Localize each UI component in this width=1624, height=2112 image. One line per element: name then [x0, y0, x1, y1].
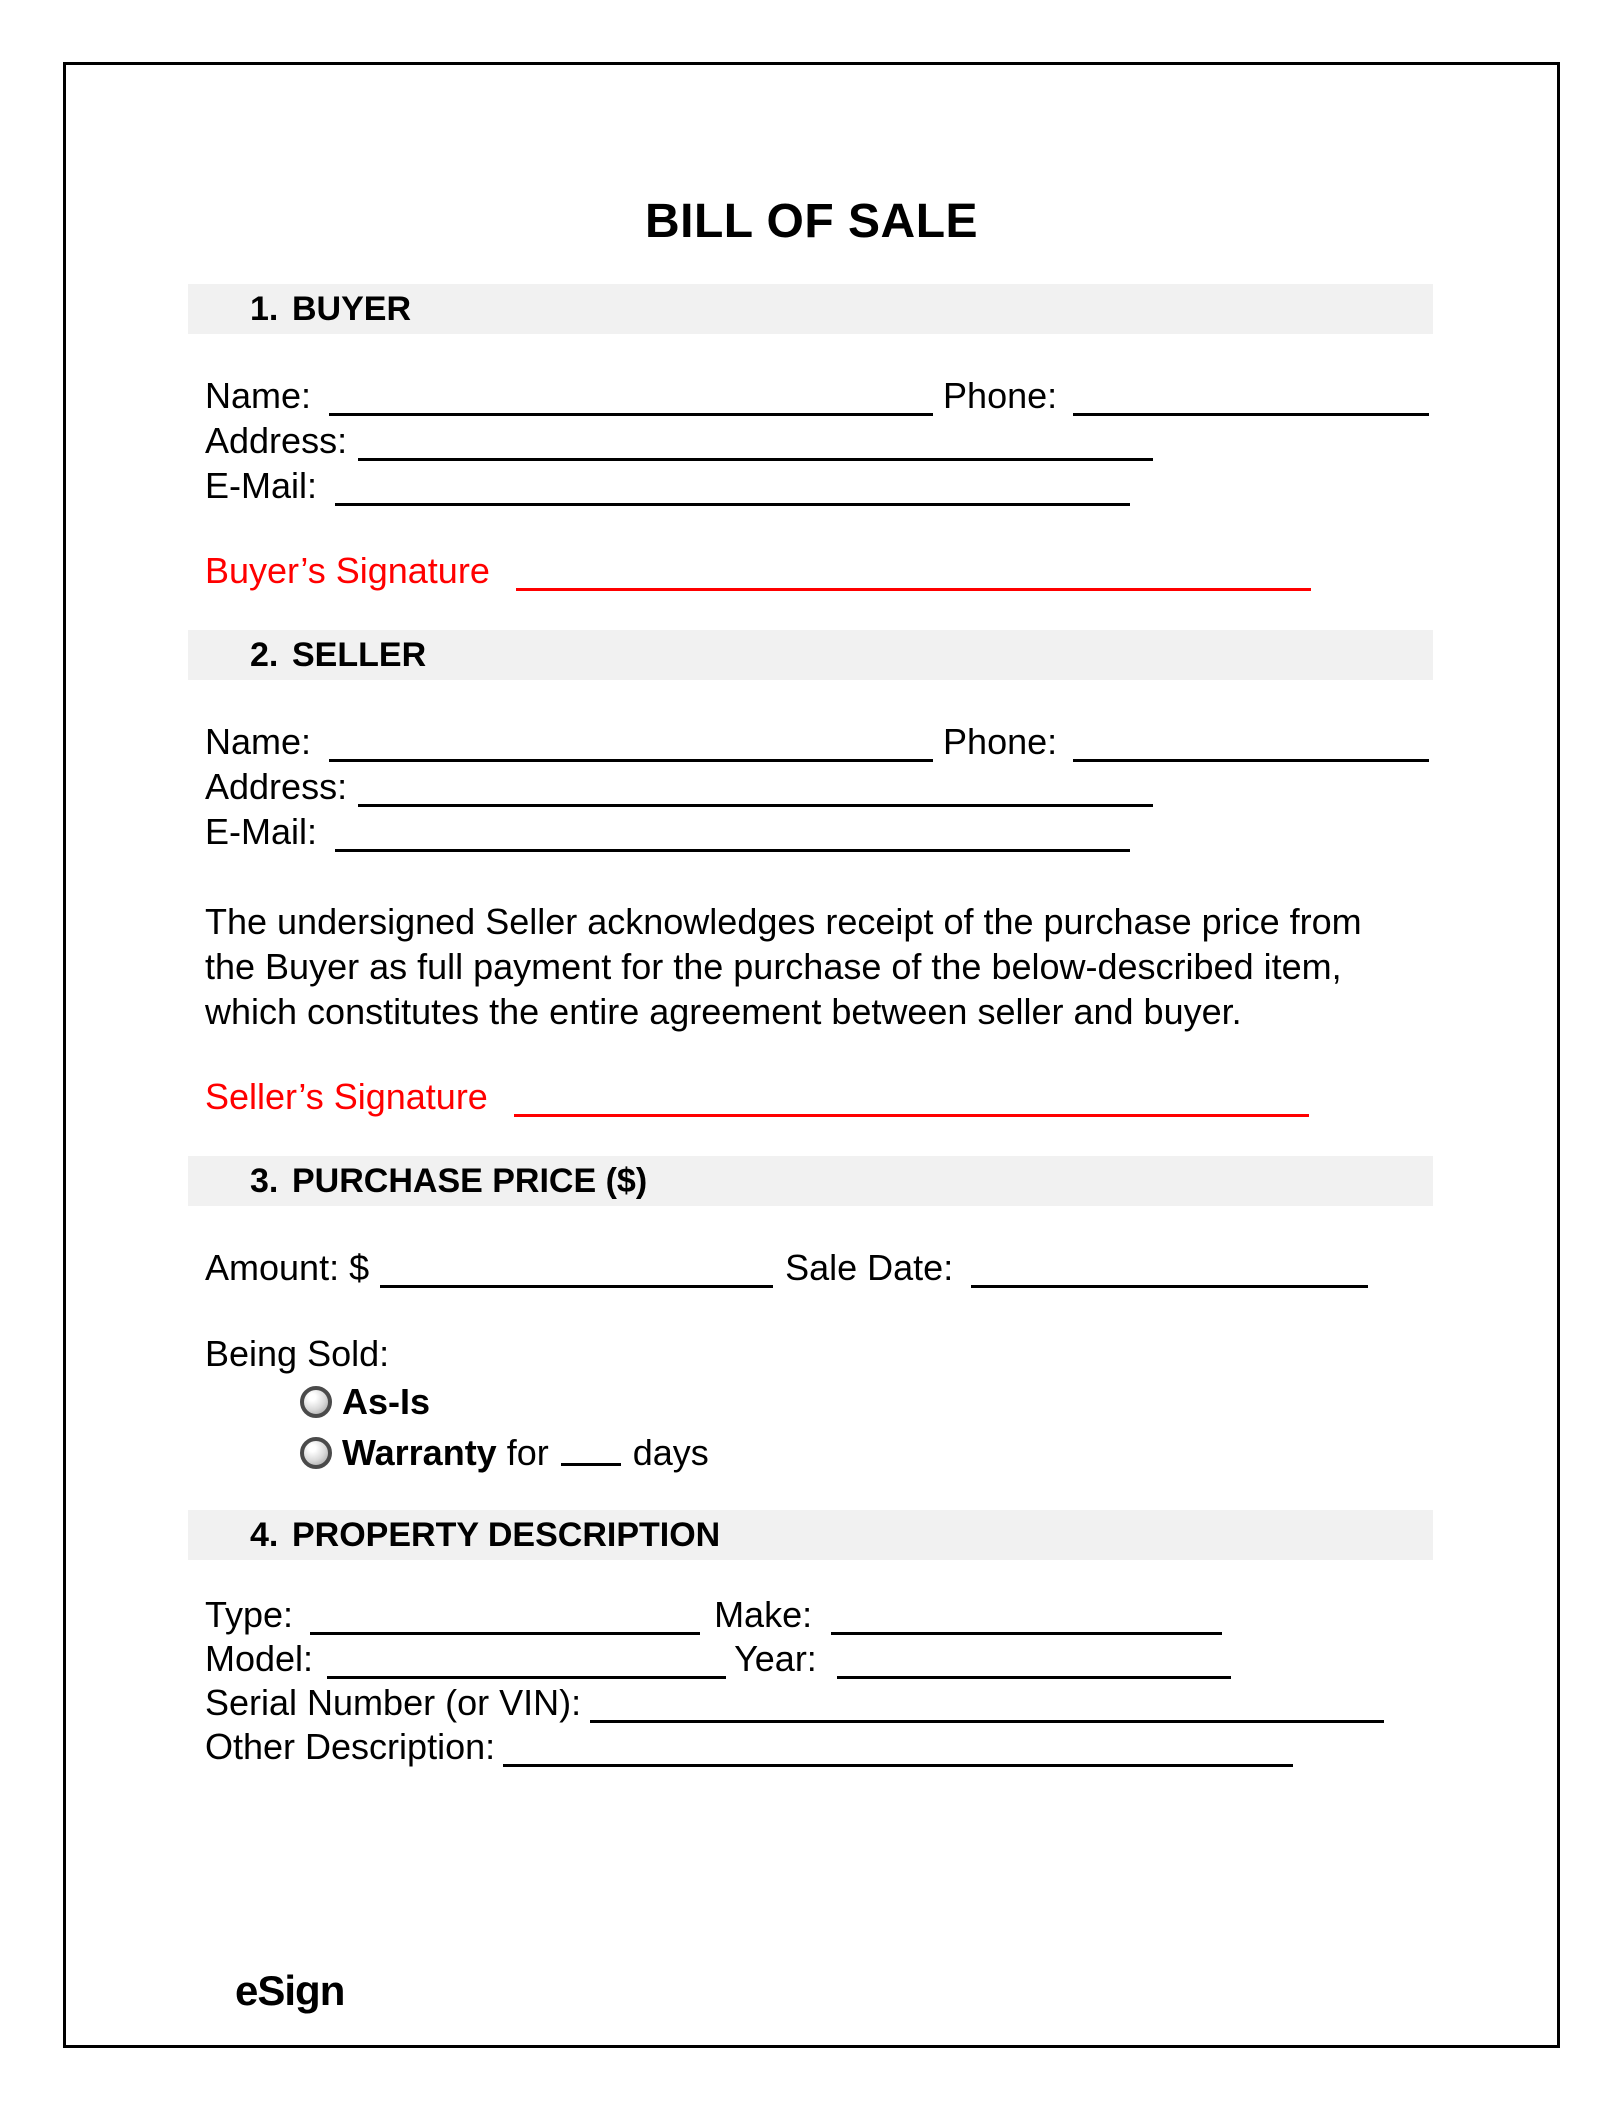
- esign-logo: eSign: [235, 1967, 345, 2014]
- buyer-signature-label: Buyer’s Signature: [205, 550, 490, 591]
- buyer-email-field[interactable]: [335, 473, 1130, 506]
- property-year-field[interactable]: [837, 1646, 1231, 1679]
- seller-address-label: Address:: [205, 766, 348, 807]
- buyer-address-label: Address:: [205, 420, 348, 461]
- amount-label: Amount: $: [205, 1247, 370, 1288]
- buyer-signature-row: [205, 548, 1311, 593]
- being-sold-row: [205, 1331, 389, 1376]
- being-sold-label: Being Sold:: [205, 1333, 390, 1374]
- section-header-purchase-price: [188, 1156, 1433, 1206]
- seller-phone-field[interactable]: [1073, 729, 1429, 762]
- type-label: Type:: [205, 1594, 294, 1635]
- acknowledgment-line: the Buyer as full payment for the purchase of the below-described item,: [205, 946, 1342, 987]
- seller-signature-field[interactable]: [514, 1084, 1309, 1117]
- serial-row: [205, 1680, 1384, 1725]
- seller-address-row: [205, 764, 1153, 809]
- make-label: Make:: [714, 1594, 813, 1635]
- property-type-field[interactable]: [310, 1602, 700, 1635]
- buyer-name-row: [205, 373, 1429, 418]
- seller-email-label: E-Mail:: [205, 811, 318, 852]
- warranty-for-text: for: [506, 1431, 549, 1473]
- seller-name-row: [205, 719, 1429, 764]
- as-is-radio[interactable]: [300, 1386, 332, 1418]
- model-year-row: [205, 1636, 1231, 1681]
- property-make-field[interactable]: [831, 1602, 1222, 1635]
- seller-name-field[interactable]: [329, 729, 933, 762]
- section-number: 1.: [250, 290, 279, 328]
- seller-email-row: [205, 809, 1130, 854]
- acknowledgment-line: which constitutes the entire agreement between seller and buyer.: [205, 991, 1242, 1032]
- warranty-days-text: days: [632, 1431, 709, 1473]
- section-header-buyer: [188, 284, 1433, 334]
- section-header-property-description: [188, 1510, 1433, 1560]
- amount-field[interactable]: [380, 1255, 773, 1288]
- seller-address-field[interactable]: [358, 774, 1153, 807]
- serial-vin-field[interactable]: [590, 1690, 1384, 1723]
- section-label: BUYER: [292, 290, 412, 328]
- seller-signature-row: [205, 1074, 1309, 1119]
- seller-acknowledgment-paragraph: [205, 899, 1362, 1034]
- other-description-row: [205, 1724, 1293, 1769]
- other-description-label: Other Description:: [205, 1726, 496, 1767]
- sale-date-label: Sale Date:: [785, 1247, 954, 1288]
- buyer-address-field[interactable]: [358, 428, 1153, 461]
- serial-label: Serial Number (or VIN):: [205, 1682, 582, 1723]
- section-label: SELLER: [292, 636, 427, 674]
- document-title: BILL OF SALE: [644, 195, 979, 248]
- seller-phone-label: Phone:: [943, 721, 1058, 762]
- warranty-option-row: [300, 1430, 709, 1475]
- section-label: PURCHASE PRICE ($): [292, 1162, 648, 1200]
- sale-date-field[interactable]: [971, 1255, 1368, 1288]
- type-make-row: [205, 1592, 1222, 1637]
- buyer-email-row: [205, 463, 1130, 508]
- as-is-option-label: As-Is: [342, 1380, 431, 1422]
- section-number: 3.: [250, 1162, 279, 1200]
- buyer-name-label: Name:: [205, 375, 312, 416]
- buyer-signature-field[interactable]: [516, 558, 1311, 591]
- other-description-field[interactable]: [503, 1734, 1293, 1767]
- section-number: 2.: [250, 636, 279, 674]
- as-is-option-row: [300, 1379, 430, 1424]
- buyer-email-label: E-Mail:: [205, 465, 318, 506]
- buyer-name-field[interactable]: [329, 383, 933, 416]
- seller-email-field[interactable]: [335, 819, 1130, 852]
- warranty-radio[interactable]: [300, 1437, 332, 1469]
- amount-row: [205, 1245, 1368, 1290]
- section-header-seller: [188, 630, 1433, 680]
- model-label: Model:: [205, 1638, 314, 1679]
- buyer-phone-field[interactable]: [1073, 383, 1429, 416]
- warranty-option-label: Warranty: [342, 1431, 497, 1473]
- seller-name-label: Name:: [205, 721, 312, 762]
- acknowledgment-line: The undersigned Seller acknowledges receipt of the purchase price from: [205, 901, 1362, 942]
- buyer-address-row: [205, 418, 1153, 463]
- property-model-field[interactable]: [327, 1646, 726, 1679]
- seller-signature-label: Seller’s Signature: [205, 1076, 488, 1117]
- section-number: 4.: [250, 1516, 279, 1554]
- warranty-days-field[interactable]: [561, 1439, 621, 1466]
- year-label: Year:: [734, 1638, 817, 1679]
- section-label: PROPERTY DESCRIPTION: [292, 1516, 721, 1554]
- buyer-phone-label: Phone:: [943, 375, 1058, 416]
